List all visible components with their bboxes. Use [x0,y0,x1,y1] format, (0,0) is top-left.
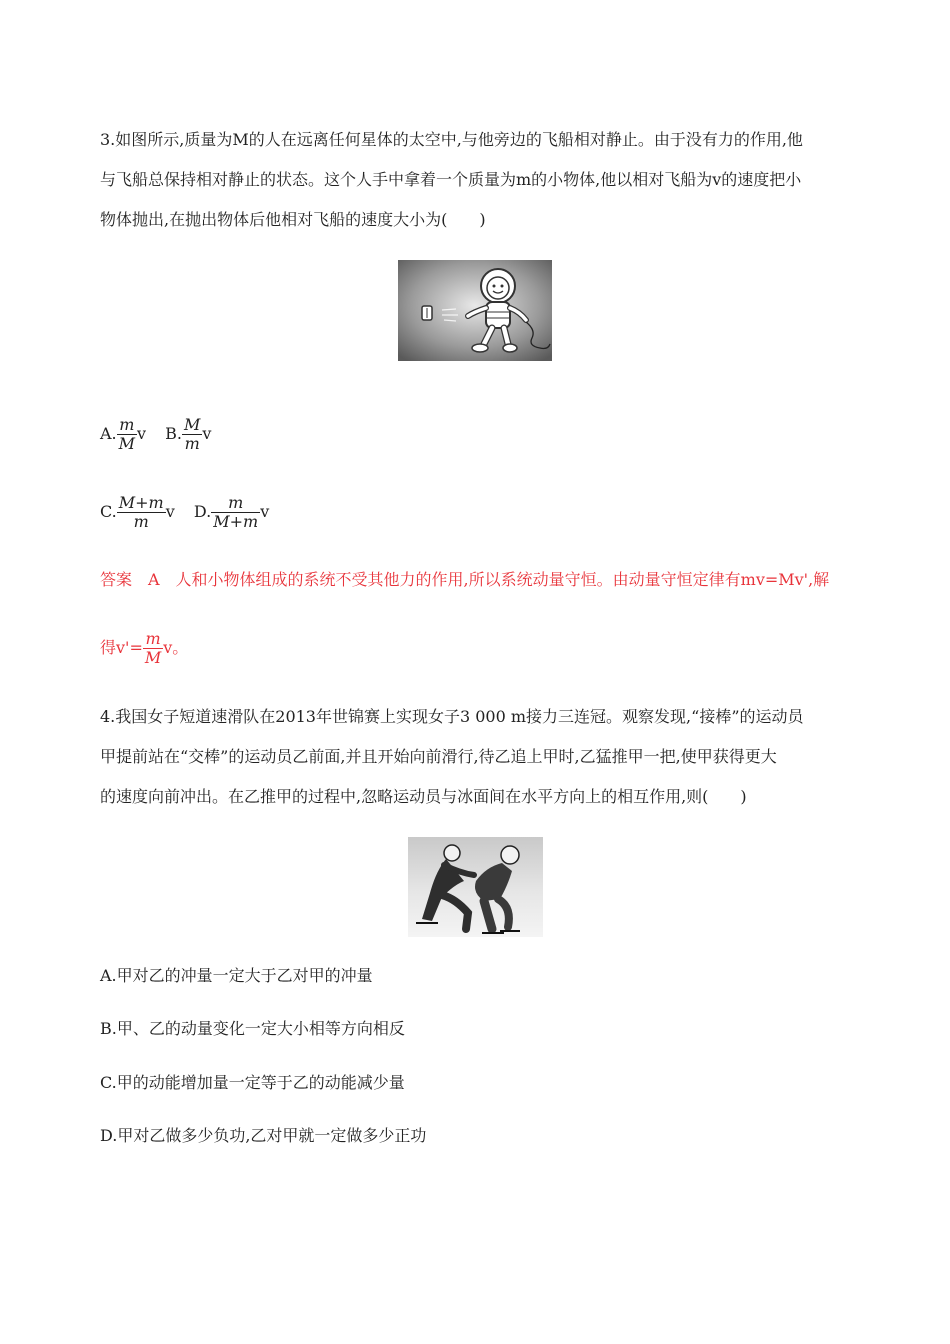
astronaut-illustration [398,260,552,361]
q4-option-c[interactable]: C.甲的动能增加量一定等于乙的动能减少量 [100,1073,405,1092]
option-b-numerator: M [184,415,201,434]
answer-denominator: M [144,648,162,667]
option-a-fraction [117,416,137,453]
q4-stem-line-2: 甲提前站在“交棒”的运动员乙前面,并且开始向前滑行,待乙追上甲时,乙猛推甲一把,使甲获得更大 [100,747,777,766]
option-d-numerator: m [211,494,260,513]
q4-option-a[interactable]: A.甲对乙的冲量一定大于乙对甲的冲量 [100,966,373,985]
q4-option-b[interactable]: B.甲、乙的动量变化一定大小相等方向相反 [100,1019,405,1038]
q3-answer-line-2 [100,628,188,668]
option-c-fraction [117,494,166,531]
answer-fraction [143,630,163,667]
option-b-suffix: v [202,424,212,443]
answer-numerator: m [143,630,163,649]
option-b-prefix: B. [165,424,183,443]
option-b[interactable] [165,414,211,454]
q3-stem-line-1: 3.如图所示,质量为M的人在远离任何星体的太空中,与他旁边的飞船相对静止。由于没有力的作用,他 [100,130,803,149]
speed-skaters-photo [408,837,543,937]
option-c-prefix: C. [100,502,117,521]
option-d-prefix: D. [193,502,212,521]
option-a[interactable] [100,414,146,454]
q3-answer-line-1: 答案 A 人和小物体组成的系统不受其他力的作用,所以系统动量守恒。由动量守恒定律有mv=Mv',解 [100,570,830,589]
option-c-denominator: m [133,512,149,531]
answer-suffix: v。 [163,638,189,657]
q3-options-ab [100,414,211,454]
q3-stem-line-3: 物体抛出,在抛出物体后他相对飞船的速度大小为( ) [100,210,486,229]
q3-stem-line-2: 与飞船总保持相对静止的状态。这个人手中拿着一个质量为m的小物体,他以相对飞船为v的速度把小 [100,170,802,189]
option-b-denominator: m [184,434,200,453]
q4-stem-line-3: 的速度向前冲出。在乙推甲的过程中,忽略运动员与冰面间在水平方向上的相互作用,则( ) [100,787,747,806]
option-b-fraction [182,416,202,453]
option-a-suffix: v [137,424,147,443]
option-c-numerator: M+m [118,493,164,512]
q3-options-cd [100,492,269,532]
small-object-icon [422,306,432,320]
option-c[interactable] [100,492,175,532]
option-a-denominator: M [118,434,136,453]
q4-stem-line-1: 4.我国女子短道速滑队在2013年世锦赛上实现女子3 000 m接力三连冠。观察发现,“接棒”的运动员 [100,707,804,726]
option-c-suffix: v [165,502,175,521]
option-a-numerator: m [117,416,137,435]
option-d-fraction [211,494,260,531]
option-a-prefix: A. [100,424,117,443]
answer-prefix: 得v'= [100,638,143,657]
q4-option-d[interactable]: D.甲对乙做多少负功,乙对甲就一定做多少正功 [100,1126,427,1145]
option-d[interactable] [194,492,269,532]
option-d-suffix: v [260,502,270,521]
option-d-denominator: M+m [213,512,259,531]
